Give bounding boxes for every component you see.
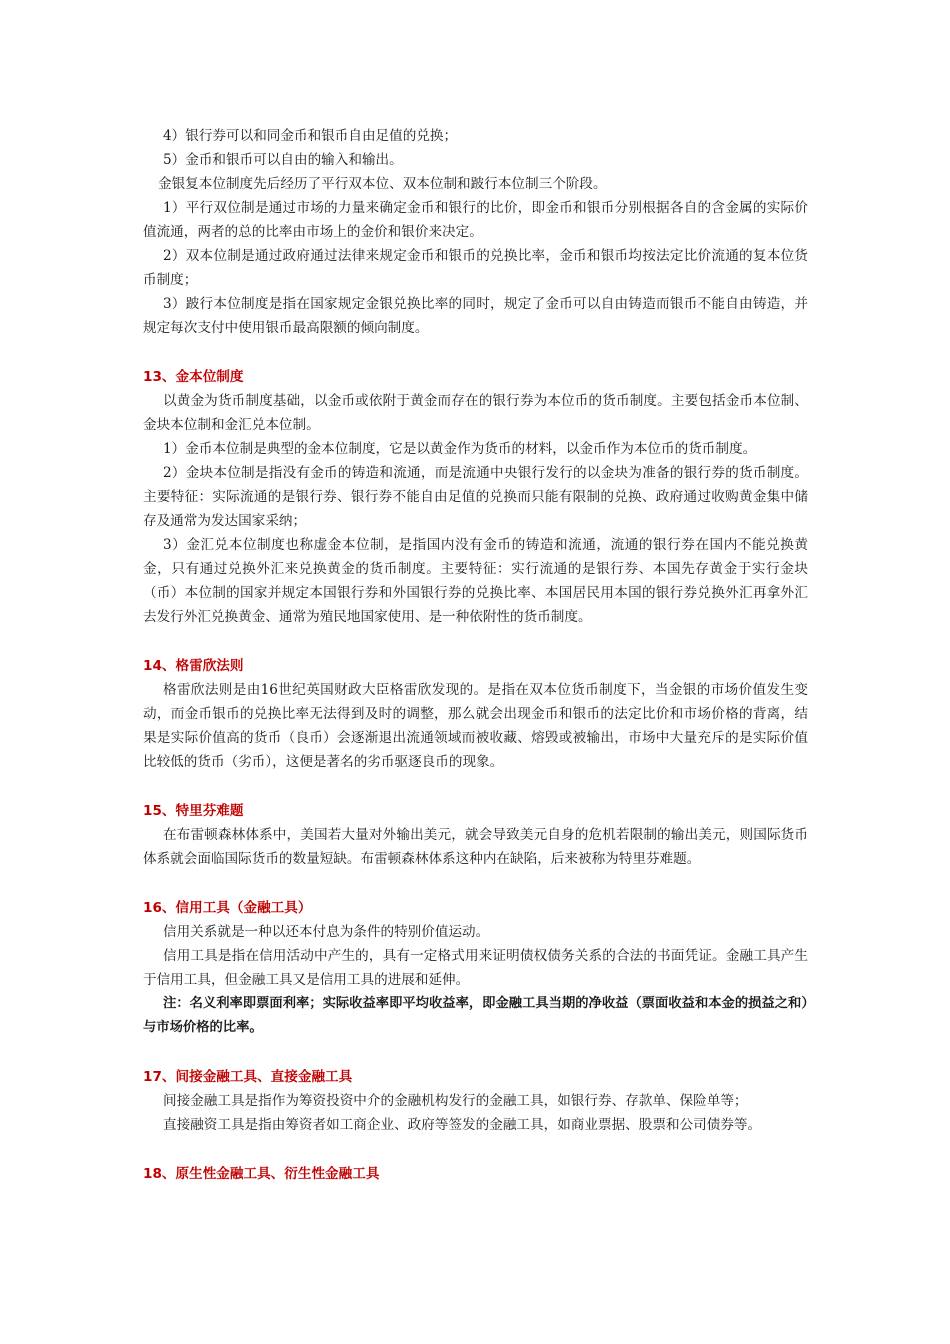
section-heading: 15、特里芬难题	[143, 803, 244, 819]
paragraph: 4）银行券可以和同金币和银币自由足值的兑换；	[163, 128, 458, 144]
paragraph: 在布雷顿森林体系中，美国若大量对外输出美元，就会导致美元自身的危机若限制的输出美元，则国际货币体系就会面临国际货币的数量短缺。布雷顿森林体系这种内在缺陷，后来被称为特里芬难题。	[143, 827, 808, 867]
section-gap	[143, 1040, 808, 1065]
paragraph: 3）跛行本位制度是指在国家规定金银兑换比率的同时，规定了金币可以自由铸造而银币不能自由铸造，并规定每次支付中使用银币最高限额的倾向制度。	[143, 296, 808, 336]
section-heading: 13、金本位制度	[143, 369, 244, 385]
document-page	[143, 124, 808, 1186]
section-gap	[143, 1137, 808, 1162]
section-heading: 17、间接金融工具、直接金融工具	[143, 1069, 353, 1085]
paragraph: 以黄金为货币制度基础，以金币或依附于黄金而存在的银行券为本位币的货币制度。主要包括金币本位制、金块本位制和金汇兑本位制。	[143, 393, 808, 433]
paragraph: 直接融资工具是指由筹资者如工商企业、政府等签发的金融工具，如商业票据、股票和公司债券等。	[163, 1117, 762, 1133]
section-gap	[143, 629, 808, 654]
section-gap	[143, 774, 808, 799]
paragraph: 信用工具是指在信用活动中产生的，具有一定格式用来证明债权债务关系的合法的书面凭证。金融工具产生于信用工具，但金融工具又是信用工具的进展和延伸。	[143, 948, 808, 988]
note-paragraph: 注：名义利率即票面利率；实际收益率即平均收益率，即金融工具当期的净收益（票面收益和本金的损益之和）与市场价格的比率。	[143, 996, 808, 1035]
paragraph: 格雷欣法则是由16世纪英国财政大臣格雷欣发现的。是指在双本位货币制度下，当金银的市场价值发生变动，而金币银币的兑换比率无法得到及时的调整，那么就会出现金币和银币的法定比价和市场价格的背离，结果是实际价值高的货币（良币）会逐渐退出流通领域而被收藏、熔毁或被输出，市场中大量充斥的是实际价值比较低的货币（劣币），这便是著名的劣币驱逐良币的现象。	[143, 682, 808, 770]
paragraph: 金银复本位制度先后经历了平行双本位、双本位制和跛行本位制三个阶段。	[158, 176, 607, 192]
paragraph: 信用关系就是一种以还本付息为条件的特别价值运动。	[163, 924, 490, 940]
paragraph: 5）金币和银币可以自由的输入和输出。	[163, 152, 403, 168]
section-heading: 14、格雷欣法则	[143, 658, 244, 674]
paragraph: 间接金融工具是指作为筹资投资中介的金融机构发行的金融工具，如银行券、存款单、保险单等；	[163, 1093, 748, 1109]
paragraph: 2）金块本位制是指没有金币的铸造和流通，而是流通中央银行发行的以金块为准备的银行券的货币制度。主要特征：实际流通的是银行券、银行券不能自由足值的兑换而只能有限制的兑换、政府通过收购黄金集中储存及通常为发达国家采纳；	[143, 465, 808, 529]
paragraph: 3）金汇兑本位制度也称虚金本位制，是指国内没有金币的铸造和流通，流通的银行券在国内不能兑换黄金，只有通过兑换外汇来兑换黄金的货币制度。主要特征：实行流通的是银行券、本国先存黄金于实行金块（币）本位制的国家并规定本国银行券和外国银行券的兑换比率、本国居民用本国的银行券兑换外汇再拿外汇去发行外汇兑换黄金、通常为殖民地国家使用、是一种依附性的货币制度。	[143, 537, 808, 625]
paragraph: 1）平行双位制是通过市场的力量来确定金币和银行的比价，即金币和银币分别根据各自的含金属的实际价值流通，两者的总的比率由市场上的金价和银价来决定。	[143, 200, 808, 240]
section-gap	[143, 340, 808, 365]
section-heading: 16、信用工具（金融工具）	[143, 900, 312, 916]
paragraph: 1）金币本位制是典型的金本位制度，它是以黄金作为货币的材料，以金币作为本位币的货币制度。	[163, 441, 757, 457]
section-gap	[143, 871, 808, 896]
section-heading: 18、原生性金融工具、衍生性金融工具	[143, 1166, 380, 1182]
paragraph: 2）双本位制是通过政府通过法律来规定金币和银币的兑换比率，金币和银币均按法定比价流通的复本位货币制度；	[143, 248, 808, 288]
